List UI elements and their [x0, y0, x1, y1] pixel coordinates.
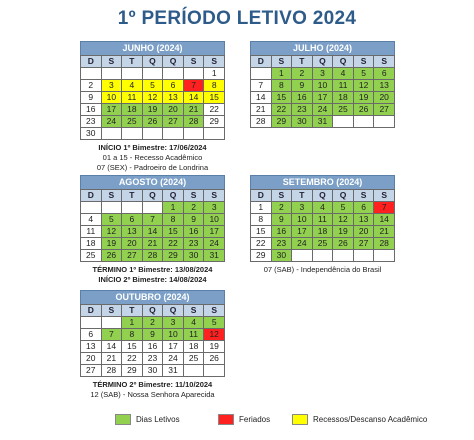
- week-row: [251, 80, 395, 92]
- week-row: [251, 238, 395, 250]
- empty-cell: [81, 317, 102, 329]
- day-cell: 22: [204, 104, 225, 116]
- day-cell: 22: [122, 353, 143, 365]
- empty-cell: [204, 365, 225, 377]
- day-cell: 26: [142, 116, 163, 128]
- day-cell: 7: [101, 329, 122, 341]
- legend-item-feriados: [218, 413, 270, 425]
- day-cell: 24: [101, 116, 122, 128]
- week-row: [251, 104, 395, 116]
- day-cell: 8: [122, 329, 143, 341]
- weekday-header: S: [101, 190, 122, 202]
- empty-cell: [122, 202, 143, 214]
- day-cell: 8: [271, 80, 292, 92]
- day-cell: 1: [271, 68, 292, 80]
- calendar-september: [250, 175, 395, 275]
- day-cell: 29: [122, 365, 143, 377]
- note-line: INÍCIO 2º Bimestre: 14/08/2024: [98, 275, 207, 284]
- weekday-row: [251, 56, 395, 68]
- empty-cell: [81, 68, 102, 80]
- week-row: [81, 92, 225, 104]
- day-cell: 6: [353, 202, 374, 214]
- day-cell: 29: [163, 250, 184, 262]
- week-row: [81, 329, 225, 341]
- day-cell: 13: [163, 92, 184, 104]
- empty-cell: [312, 250, 333, 262]
- weekday-header: Q: [312, 190, 333, 202]
- week-row: [251, 68, 395, 80]
- weekday-header: S: [271, 56, 292, 68]
- calendar-october: [80, 290, 225, 400]
- day-cell: 22: [271, 104, 292, 116]
- day-cell: 22: [251, 238, 272, 250]
- day-cell: 12: [204, 329, 225, 341]
- weekday-header: Q: [333, 190, 354, 202]
- day-cell: 18: [81, 238, 102, 250]
- day-cell: 12: [142, 92, 163, 104]
- weekday-header: D: [81, 305, 102, 317]
- day-cell: 19: [101, 238, 122, 250]
- day-cell: 23: [183, 238, 204, 250]
- day-cell: 21: [101, 353, 122, 365]
- day-cell: 16: [292, 92, 313, 104]
- month-grid: [250, 189, 395, 262]
- day-cell: 17: [101, 104, 122, 116]
- week-row: [81, 116, 225, 128]
- day-cell: 17: [292, 226, 313, 238]
- month-notes: [250, 265, 395, 275]
- day-cell: 24: [163, 353, 184, 365]
- day-cell: 27: [163, 116, 184, 128]
- day-cell: 24: [312, 104, 333, 116]
- week-row: [251, 250, 395, 262]
- empty-cell: [122, 68, 143, 80]
- day-cell: 27: [353, 238, 374, 250]
- week-row: [81, 68, 225, 80]
- day-cell: 8: [163, 214, 184, 226]
- month-grid: [250, 55, 395, 128]
- empty-cell: [142, 128, 163, 140]
- day-cell: 24: [292, 238, 313, 250]
- day-cell: 6: [122, 214, 143, 226]
- day-cell: 19: [204, 341, 225, 353]
- day-cell: 28: [374, 238, 395, 250]
- month-header: JULHO (2024): [250, 41, 395, 55]
- empty-cell: [183, 128, 204, 140]
- week-row: [81, 128, 225, 140]
- calendar-june: [80, 41, 225, 173]
- day-cell: 25: [333, 104, 354, 116]
- day-cell: 24: [204, 238, 225, 250]
- legend-label: Dias Letivos: [136, 414, 180, 424]
- day-cell: 1: [204, 68, 225, 80]
- day-cell: 23: [271, 238, 292, 250]
- day-cell: 16: [81, 104, 102, 116]
- week-row: [81, 250, 225, 262]
- calendar-august: [80, 175, 225, 285]
- weekday-header: T: [122, 190, 143, 202]
- day-cell: 16: [142, 341, 163, 353]
- day-cell: 18: [122, 104, 143, 116]
- day-cell: 9: [271, 214, 292, 226]
- weekday-header: Q: [163, 305, 184, 317]
- empty-cell: [374, 116, 395, 128]
- empty-cell: [374, 250, 395, 262]
- day-cell: 15: [251, 226, 272, 238]
- day-cell: 10: [204, 214, 225, 226]
- day-cell: 25: [122, 116, 143, 128]
- day-cell: 31: [312, 116, 333, 128]
- empty-cell: [353, 250, 374, 262]
- day-cell: 10: [292, 214, 313, 226]
- day-cell: 11: [183, 329, 204, 341]
- empty-cell: [204, 128, 225, 140]
- empty-cell: [183, 68, 204, 80]
- day-cell: 2: [81, 80, 102, 92]
- legend-item-recessos: [292, 413, 427, 425]
- day-cell: 14: [251, 92, 272, 104]
- day-cell: 16: [183, 226, 204, 238]
- day-cell: 30: [183, 250, 204, 262]
- week-row: [251, 214, 395, 226]
- empty-cell: [142, 68, 163, 80]
- day-cell: 15: [122, 341, 143, 353]
- day-cell: 21: [142, 238, 163, 250]
- weekday-header: S: [353, 190, 374, 202]
- week-row: [81, 104, 225, 116]
- day-cell: 31: [163, 365, 184, 377]
- calendar-july: [250, 41, 395, 128]
- day-cell: 14: [101, 341, 122, 353]
- empty-cell: [163, 68, 184, 80]
- day-cell: 23: [292, 104, 313, 116]
- week-row: [81, 214, 225, 226]
- weekday-row: [81, 190, 225, 202]
- weekday-header: D: [251, 190, 272, 202]
- weekday-header: T: [122, 56, 143, 68]
- day-cell: 1: [251, 202, 272, 214]
- day-cell: 10: [101, 92, 122, 104]
- month-header: SETEMBRO (2024): [250, 175, 395, 189]
- empty-cell: [333, 250, 354, 262]
- day-cell: 7: [142, 214, 163, 226]
- weekday-header: Q: [312, 56, 333, 68]
- day-cell: 20: [353, 226, 374, 238]
- day-cell: 11: [333, 80, 354, 92]
- legend-swatch-green: [115, 414, 131, 425]
- weekday-header: Q: [333, 56, 354, 68]
- week-row: [251, 92, 395, 104]
- day-cell: 6: [374, 68, 395, 80]
- note-line: 01 a 15 - Recesso Acadêmico: [102, 153, 203, 162]
- week-row: [81, 353, 225, 365]
- day-cell: 27: [122, 250, 143, 262]
- weekday-header: S: [183, 190, 204, 202]
- empty-cell: [163, 128, 184, 140]
- weekday-header: S: [353, 56, 374, 68]
- day-cell: 6: [81, 329, 102, 341]
- day-cell: 29: [251, 250, 272, 262]
- day-cell: 4: [122, 80, 143, 92]
- day-cell: 27: [81, 365, 102, 377]
- day-cell: 3: [292, 202, 313, 214]
- day-cell: 3: [312, 68, 333, 80]
- day-cell: 11: [312, 214, 333, 226]
- note-line: 12 (SAB) - Nossa Senhora Aparecida: [90, 390, 215, 399]
- day-cell: 3: [163, 317, 184, 329]
- legend-label: Feriados: [239, 414, 271, 424]
- day-cell: 2: [271, 202, 292, 214]
- weekday-header: Q: [142, 305, 163, 317]
- day-cell: 25: [81, 250, 102, 262]
- day-cell: 15: [271, 92, 292, 104]
- day-cell: 5: [204, 317, 225, 329]
- month-notes: [80, 380, 225, 400]
- day-cell: 5: [333, 202, 354, 214]
- month-grid: [80, 55, 225, 140]
- weekday-header: S: [204, 305, 225, 317]
- day-cell: 9: [142, 329, 163, 341]
- day-cell: 7: [251, 80, 272, 92]
- day-cell: 20: [374, 92, 395, 104]
- weekday-header: T: [292, 56, 313, 68]
- note-line: 07 (SEX) - Padroeiro de Londrina: [96, 163, 209, 172]
- weekday-header: S: [101, 305, 122, 317]
- empty-cell: [142, 202, 163, 214]
- empty-cell: [101, 317, 122, 329]
- empty-cell: [183, 365, 204, 377]
- day-cell: 9: [292, 80, 313, 92]
- weekday-header: Q: [163, 56, 184, 68]
- page-title: 1º PERÍODO LETIVO 2024: [117, 8, 357, 29]
- day-cell: 9: [183, 214, 204, 226]
- week-row: [81, 317, 225, 329]
- day-cell: 18: [312, 226, 333, 238]
- day-cell: 21: [183, 104, 204, 116]
- weekday-header: S: [183, 305, 204, 317]
- day-cell: 20: [81, 353, 102, 365]
- day-cell: 5: [101, 214, 122, 226]
- day-cell: 5: [353, 68, 374, 80]
- day-cell: 22: [163, 238, 184, 250]
- month-header: AGOSTO (2024): [80, 175, 225, 189]
- day-cell: 2: [183, 202, 204, 214]
- day-cell: 5: [142, 80, 163, 92]
- day-cell: 4: [333, 68, 354, 80]
- day-cell: 21: [251, 104, 272, 116]
- empty-cell: [292, 250, 313, 262]
- day-cell: 2: [142, 317, 163, 329]
- weekday-header: Q: [142, 56, 163, 68]
- day-cell: 3: [101, 80, 122, 92]
- day-cell: 30: [81, 128, 102, 140]
- weekday-header: S: [183, 56, 204, 68]
- note-line: TÉRMINO 1º Bimestre: 13/08/2024: [92, 265, 213, 274]
- day-cell: 31: [204, 250, 225, 262]
- note-line: INÍCIO 1º Bimestre: 17/06/2024: [98, 143, 207, 152]
- day-cell: 14: [142, 226, 163, 238]
- weekday-row: [81, 56, 225, 68]
- week-row: [251, 202, 395, 214]
- legend-label: Recessos/Descanso Acadêmico: [313, 414, 428, 424]
- day-cell: 29: [204, 116, 225, 128]
- day-cell: 14: [374, 214, 395, 226]
- day-cell: 20: [163, 104, 184, 116]
- day-cell: 17: [163, 341, 184, 353]
- day-cell: 28: [251, 116, 272, 128]
- day-cell: 25: [183, 353, 204, 365]
- day-cell: 28: [101, 365, 122, 377]
- day-cell: 13: [353, 214, 374, 226]
- day-cell: 21: [374, 226, 395, 238]
- week-row: [81, 202, 225, 214]
- weekday-header: Q: [163, 190, 184, 202]
- weekday-row: [81, 305, 225, 317]
- day-cell: 7: [183, 80, 204, 92]
- empty-cell: [101, 68, 122, 80]
- empty-cell: [101, 128, 122, 140]
- day-cell: 13: [374, 80, 395, 92]
- legend-item-letivos: [115, 413, 180, 425]
- day-cell: 23: [142, 353, 163, 365]
- day-cell: 26: [333, 238, 354, 250]
- week-row: [81, 238, 225, 250]
- empty-cell: [333, 116, 354, 128]
- day-cell: 19: [142, 104, 163, 116]
- week-row: [81, 226, 225, 238]
- weekday-header: T: [122, 305, 143, 317]
- legend-swatch-yellow: [292, 414, 308, 425]
- weekday-header: D: [81, 56, 102, 68]
- weekday-header: S: [374, 56, 395, 68]
- day-cell: 15: [204, 92, 225, 104]
- week-row: [251, 226, 395, 238]
- legend: [0, 413, 474, 427]
- month-header: OUTUBRO (2024): [80, 290, 225, 304]
- month-notes: [80, 265, 225, 285]
- weekday-header: S: [204, 56, 225, 68]
- month-grid: [80, 189, 225, 262]
- day-cell: 26: [101, 250, 122, 262]
- weekday-header: S: [101, 56, 122, 68]
- empty-cell: [81, 202, 102, 214]
- day-cell: 17: [204, 226, 225, 238]
- week-row: [81, 365, 225, 377]
- day-cell: 6: [163, 80, 184, 92]
- legend-swatch-red: [218, 414, 234, 425]
- day-cell: 25: [312, 238, 333, 250]
- week-row: [251, 116, 395, 128]
- day-cell: 26: [204, 353, 225, 365]
- day-cell: 12: [101, 226, 122, 238]
- day-cell: 10: [163, 329, 184, 341]
- week-row: [81, 80, 225, 92]
- day-cell: 3: [204, 202, 225, 214]
- day-cell: 18: [183, 341, 204, 353]
- day-cell: 12: [353, 80, 374, 92]
- day-cell: 11: [122, 92, 143, 104]
- day-cell: 19: [353, 92, 374, 104]
- day-cell: 4: [183, 317, 204, 329]
- day-cell: 1: [163, 202, 184, 214]
- weekday-header: S: [271, 190, 292, 202]
- day-cell: 20: [122, 238, 143, 250]
- month-notes: [80, 143, 225, 173]
- weekday-header: S: [204, 190, 225, 202]
- day-cell: 15: [163, 226, 184, 238]
- day-cell: 19: [333, 226, 354, 238]
- day-cell: 27: [374, 104, 395, 116]
- month-header: JUNHO (2024): [80, 41, 225, 55]
- weekday-header: Q: [142, 190, 163, 202]
- day-cell: 28: [142, 250, 163, 262]
- empty-cell: [251, 68, 272, 80]
- empty-cell: [101, 202, 122, 214]
- day-cell: 17: [312, 92, 333, 104]
- weekday-header: D: [81, 190, 102, 202]
- day-cell: 30: [271, 250, 292, 262]
- day-cell: 23: [81, 116, 102, 128]
- day-cell: 29: [271, 116, 292, 128]
- day-cell: 11: [81, 226, 102, 238]
- day-cell: 12: [333, 214, 354, 226]
- day-cell: 7: [374, 202, 395, 214]
- day-cell: 26: [353, 104, 374, 116]
- weekday-header: D: [251, 56, 272, 68]
- day-cell: 28: [183, 116, 204, 128]
- day-cell: 9: [81, 92, 102, 104]
- day-cell: 4: [312, 202, 333, 214]
- week-row: [81, 341, 225, 353]
- day-cell: 16: [271, 226, 292, 238]
- weekday-header: T: [292, 190, 313, 202]
- day-cell: 18: [333, 92, 354, 104]
- day-cell: 1: [122, 317, 143, 329]
- day-cell: 30: [142, 365, 163, 377]
- day-cell: 30: [292, 116, 313, 128]
- weekday-row: [251, 190, 395, 202]
- empty-cell: [353, 116, 374, 128]
- note-line: TÉRMINO 2º Bimestre: 11/10/2024: [92, 380, 213, 389]
- day-cell: 13: [122, 226, 143, 238]
- day-cell: 4: [81, 214, 102, 226]
- day-cell: 10: [312, 80, 333, 92]
- day-cell: 8: [204, 80, 225, 92]
- empty-cell: [122, 128, 143, 140]
- day-cell: 13: [81, 341, 102, 353]
- day-cell: 8: [251, 214, 272, 226]
- weekday-header: S: [374, 190, 395, 202]
- day-cell: 14: [183, 92, 204, 104]
- day-cell: 2: [292, 68, 313, 80]
- month-grid: [80, 304, 225, 377]
- note-line: 07 (SAB) - Independência do Brasil: [263, 265, 382, 274]
